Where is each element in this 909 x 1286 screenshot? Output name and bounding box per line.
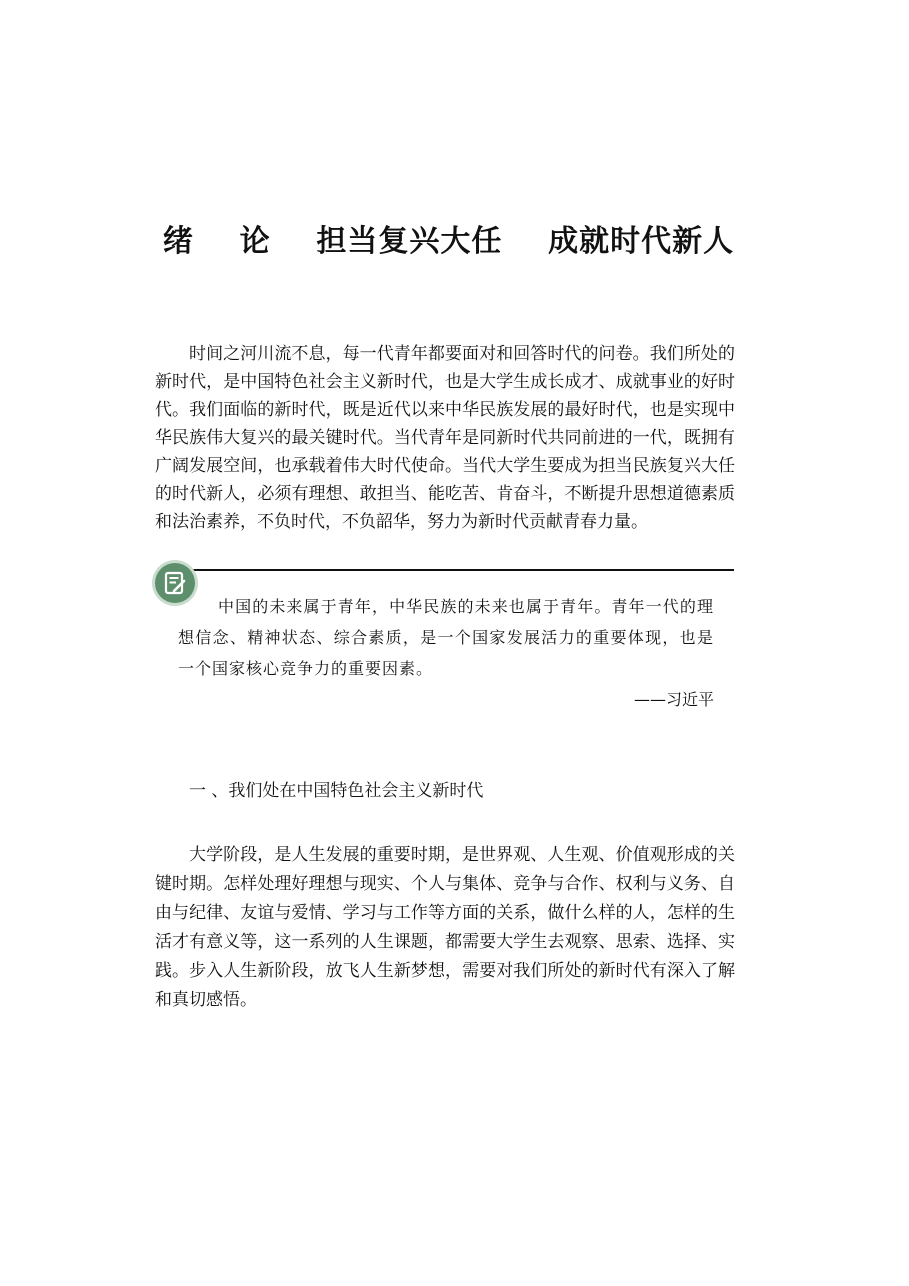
quote-author: ——习近平 bbox=[633, 690, 714, 709]
body-paragraph: 大学阶段，是人生发展的重要时期，是世界观、人生观、价值观形成的关键时期。怎样处理好理想与现实、个人与集体、竞争与合作、权利与义务、自由与纪律、友谊与爱情、学习与工作等方面的关系，做什么样的人，怎样的生活才有意义等，这一系列的人生课题，都需要大学生去观察、思索、选择、实践。步入人生新阶段，放飞人生新梦想，需要对我们所处的新时代有深入了解和真切感悟。 bbox=[155, 845, 735, 1010]
page-title: 绪 论 担当复兴大任 成就时代新人 bbox=[162, 224, 735, 259]
quote-divider bbox=[164, 569, 734, 571]
section-heading: 一 、我们处在中国特色社会主义新时代 bbox=[189, 781, 484, 801]
quote-text: 中国的未来属于青年，中华民族的未来也属于青年。青年一代的理想信念、精神状态、综合素质，是一个国家发展活力的重要体现，也是一个国家核心竞争力的重要因素。 bbox=[178, 597, 714, 678]
intro-paragraph: 时间之河川流不息，每一代青年都要面对和回答时代的问卷。我们所处的新时代，是中国特色社会主义新时代，也是大学生成长成才、成就事业的好时代。我们面临的新时代，既是近代以来中华民族发展的最好时代，也是实现中华民族伟大复兴的最关键时代。当代青年是同新时代共同前进的一代，既拥有广阔发展空间，也承载着伟大时代使命。当代大学生要成为担当民族复兴大任的时代新人，必须有理想、敢担当、能吃苦、肯奋斗，不断提升思想道德素质和法治素养，不负时代，不负韶华，努力为新时代贡献青春力量。 bbox=[155, 344, 735, 532]
